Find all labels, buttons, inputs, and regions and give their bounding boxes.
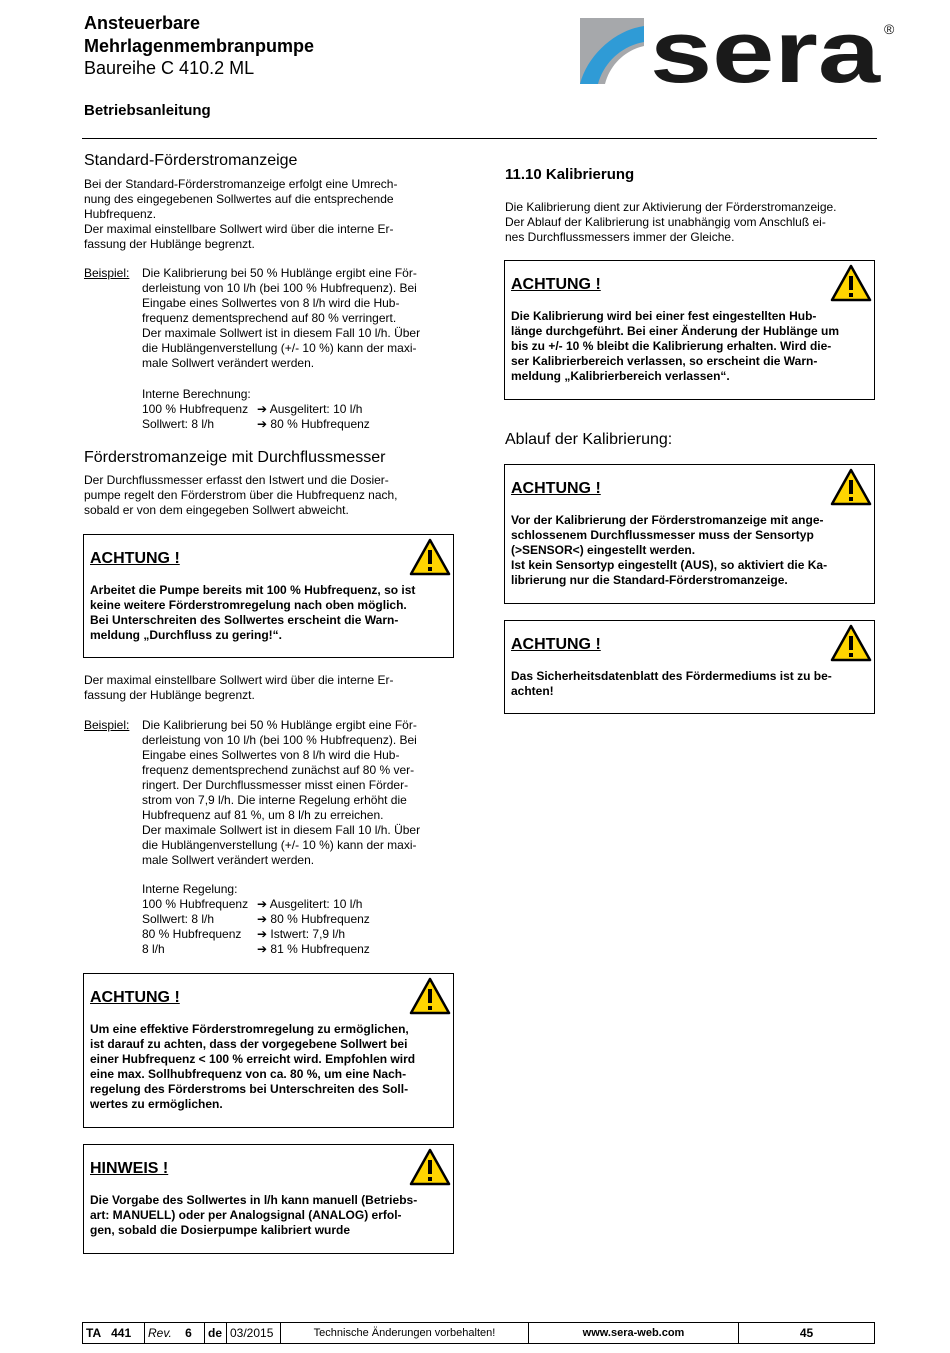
text-line: länge durchgeführt. Bei einer Änderung der Hublänge um <box>511 324 840 338</box>
footer-ta-number: 441 <box>111 1326 132 1340</box>
warning-triangle-icon <box>830 264 872 302</box>
text-line: art: MANUELL) oder per Analogsignal (ANALOG) erfol- <box>90 1208 402 1222</box>
calc1-table <box>142 402 370 432</box>
text-line: Das Sicherheitsdatenblatt des Fördermediums ist zu be- <box>511 669 832 683</box>
text-line: Der maximale Sollwert ist in diesem Fall 10 l/h. Über <box>142 823 421 837</box>
logo-registered-mark: ® <box>884 21 895 37</box>
warning-triangle-icon <box>409 1148 451 1186</box>
example2-label: Beispiel: <box>84 718 130 732</box>
warning-box-title: ACHTUNG ! <box>511 480 601 497</box>
warning-box-body <box>90 1022 415 1112</box>
footer-rev-number: 6 <box>185 1326 192 1340</box>
logo-wordmark: sera <box>650 16 882 86</box>
warning-box-title: ACHTUNG ! <box>511 276 601 293</box>
text-line: die Hublängenverstellung (+/- 10 %) kann der maxi- <box>142 838 417 852</box>
text-line: frequenz dementsprechend zunächst auf 80 % ver- <box>142 763 415 777</box>
warning-box-safety-datasheet <box>504 620 875 714</box>
example2-text <box>142 718 420 868</box>
doc-series: Baureihe C 410.2 ML <box>84 58 255 78</box>
text-line: fassung der Hublänge begrenzt. <box>84 688 255 702</box>
calc1-row: Sollwert: 8 l/h ➔ 80 % Hubfrequenz <box>142 417 370 431</box>
text-line: ringert. Der Durchflussmesser misst einen Förder- <box>142 778 409 792</box>
text-line: sobald er von dem eingegeben Sollwert abweicht. <box>84 503 349 517</box>
warning-triangle-icon <box>830 468 872 506</box>
sera-logo <box>578 16 898 86</box>
text-line: male Sollwert verändert werden. <box>142 356 315 370</box>
text-line: Eingabe eines Sollwertes von 8 l/h wird die Hub- <box>142 296 400 310</box>
warning-box-title: ACHTUNG ! <box>90 550 180 567</box>
text-line: Bei Unterschreiten des Sollwertes erscheint die Warn- <box>90 613 399 627</box>
warning-box-title: ACHTUNG ! <box>90 989 180 1006</box>
warning-box-body <box>511 309 839 384</box>
doc-title-line2: Mehrlagenmembranpumpe <box>84 36 315 56</box>
example1-label: Beispiel: <box>84 266 130 280</box>
footer-rev-label: Rev. <box>148 1326 172 1340</box>
text-line: regelung des Förderstroms bei Unterschreiten des Soll- <box>90 1082 409 1096</box>
text-line: nung des eingegebenen Sollwertes auf die entsprechende <box>84 192 394 206</box>
text-line: schlossenem Durchflussmesser muss der Sensortyp <box>511 528 814 542</box>
page-footer <box>82 1322 875 1344</box>
notice-box-setpoint <box>83 1144 454 1254</box>
warning-box-body <box>511 513 827 588</box>
calc2-row: 100 % Hubfrequenz ➔ Ausgelitert: 10 l/h <box>142 897 363 911</box>
footer-ta-label: TA <box>86 1326 102 1340</box>
text-line: Hubfrequenz. <box>84 207 157 221</box>
text-line: derleistung von 10 l/h (bei 100 % Hubfrequenz). Bei <box>142 733 417 747</box>
text-line: meldung „Durchfluss zu gering!“. <box>90 628 283 642</box>
text-line: gen, sobald die Dosierpumpe kalibriert wurde <box>90 1223 351 1237</box>
text-line: pumpe regelt den Förderstrom über die Hubfrequenz nach, <box>84 488 398 502</box>
text-line: Eingabe eines Sollwertes von 8 l/h wird die Hub- <box>142 748 400 762</box>
warning-box-full-frequency <box>83 534 454 658</box>
calc2-table <box>142 897 370 957</box>
text-line: Arbeitet die Pumpe bereits mit 100 % Hubfrequenz, so ist <box>90 583 416 597</box>
sera-logo-graphic <box>578 16 898 86</box>
text-line: derleistung von 10 l/h (bei 100 % Hubfrequenz). Bei <box>142 281 417 295</box>
section-flowmeter-paragraph <box>84 473 398 518</box>
text-line: frequenz dementsprechend auf 80 % verringert. <box>142 311 397 325</box>
text-line: die Hublängenverstellung (+/- 10 %) kann der maxi- <box>142 341 417 355</box>
max-setpoint-paragraph <box>84 673 393 703</box>
text-line: meldung „Kalibrierbereich verlassen“. <box>511 369 730 383</box>
text-line: achten! <box>511 684 554 698</box>
calibration-procedure-heading: Ablauf der Kalibrierung: <box>505 431 673 448</box>
text-line: eine max. Sollhubfrequenz von ca. 80 %, um eine Nach- <box>90 1067 407 1081</box>
text-line: einer Hubfrequenz < 100 % erreicht wird. Empfohlen wird <box>90 1052 416 1066</box>
text-line: Die Kalibrierung dient zur Aktivierung der Förderstromanzeige. <box>505 200 837 214</box>
calc2-row: Sollwert: 8 l/h ➔ 80 % Hubfrequenz <box>142 912 370 926</box>
text-line: Der maximal einstellbare Sollwert wird über die interne Er- <box>84 673 394 687</box>
example1-text <box>142 266 420 371</box>
text-line: Die Kalibrierung bei 50 % Hublänge ergibt eine För- <box>142 718 417 732</box>
footer-ta-cell <box>83 1323 145 1343</box>
calc2-label: Interne Regelung: <box>142 882 238 896</box>
text-line: Vor der Kalibrierung der Förderstromanzeige mit ange- <box>511 513 824 527</box>
text-line: ser Kalibrierbereich verlassen, so erscheint die Warn- <box>511 354 818 368</box>
warning-box-title: ACHTUNG ! <box>511 636 601 653</box>
warning-box-calibration-range <box>504 260 875 400</box>
text-line: Der Ablauf der Kalibrierung ist unabhängig vom Anschluß ei- <box>505 215 826 229</box>
text-line: ist darauf zu achten, dass der vorgegebene Sollwert bei <box>90 1037 408 1051</box>
warning-box-body <box>90 583 415 643</box>
text-line: nes Durchflussmessers immer der Gleiche. <box>505 230 735 244</box>
text-line: strom von 7,9 l/h. Die interne Regelung erhöht die <box>142 793 407 807</box>
warning-triangle-icon <box>409 538 451 576</box>
footer-url: www.sera-web.com <box>529 1323 739 1343</box>
text-line: Um eine effektive Förderstromregelung zu ermöglichen, <box>90 1022 409 1036</box>
doc-type: Betriebsanleitung <box>84 102 211 119</box>
calc2-row: 80 % Hubfrequenz ➔ Istwert: 7,9 l/h <box>142 927 346 941</box>
text-line: Der Durchflussmesser erfasst den Istwert und die Dosier- <box>84 473 389 487</box>
text-line: Die Kalibrierung wird bei einer fest eingestellten Hub- <box>511 309 817 323</box>
text-line: male Sollwert verändert werden. <box>142 853 315 867</box>
section-standard-paragraph <box>84 177 397 252</box>
header-rule <box>82 138 877 139</box>
warning-box-sensor-type <box>504 464 875 604</box>
text-line: librierung nur die Standard-Förderstromanzeige. <box>511 573 788 587</box>
footer-date: 03/2015 <box>227 1323 281 1343</box>
notice-box-body <box>90 1193 417 1238</box>
warning-box-body <box>511 669 832 699</box>
text-line: keine weitere Förderstromregelung nach oben möglich. <box>90 598 407 612</box>
text-line: bis zu +/- 10 % bleibt die Kalibrierung erhalten. Wird die- <box>511 339 832 353</box>
text-line: Der maximal einstellbare Sollwert wird über die interne Er- <box>84 222 394 236</box>
section-calibration-heading: 11.10 Kalibrierung <box>505 166 635 183</box>
calc2-row: 8 l/h ➔ 81 % Hubfrequenz <box>142 942 370 956</box>
text-line: Ist kein Sensortyp eingestellt (AUS), so aktiviert die Ka- <box>511 558 828 572</box>
text-line: wertes zu ermöglichen. <box>90 1097 223 1111</box>
footer-rev-cell <box>145 1323 205 1343</box>
section-standard-heading: Standard-Förderstromanzeige <box>84 152 298 169</box>
footer-lang: de <box>205 1323 227 1343</box>
warning-triangle-icon <box>409 977 451 1015</box>
section-calibration-paragraph <box>505 200 837 245</box>
calc1-row: 100 % Hubfrequenz ➔ Ausgelitert: 10 l/h <box>142 402 363 416</box>
text-line: Die Kalibrierung bei 50 % Hublänge ergibt eine För- <box>142 266 417 280</box>
text-line: Die Vorgabe des Sollwertes in l/h kann manuell (Betriebs- <box>90 1193 418 1207</box>
footer-page-number: 45 <box>799 1326 814 1340</box>
notice-box-title: HINWEIS ! <box>90 1160 169 1177</box>
warning-box-effective-regulation <box>83 973 454 1128</box>
text-line: Der maximale Sollwert ist in diesem Fall 10 l/h. Über <box>142 326 421 340</box>
warning-triangle-icon <box>830 624 872 662</box>
footer-notice: Technische Änderungen vorbehalten! <box>281 1323 529 1343</box>
text-line: Bei der Standard-Förderstromanzeige erfolgt eine Umrech- <box>84 177 398 191</box>
section-flowmeter-heading: Förderstromanzeige mit Durchflussmesser <box>84 449 386 466</box>
doc-title-line1: Ansteuerbare <box>84 13 201 33</box>
text-line: fassung der Hublänge begrenzt. <box>84 237 255 251</box>
text-line: Hubfrequenz auf 81 %, um 8 l/h zu erreichen. <box>142 808 384 822</box>
calc1-label: Interne Berechnung: <box>142 387 251 401</box>
text-line: (>SENSOR<) eingestellt werden. <box>511 543 696 557</box>
